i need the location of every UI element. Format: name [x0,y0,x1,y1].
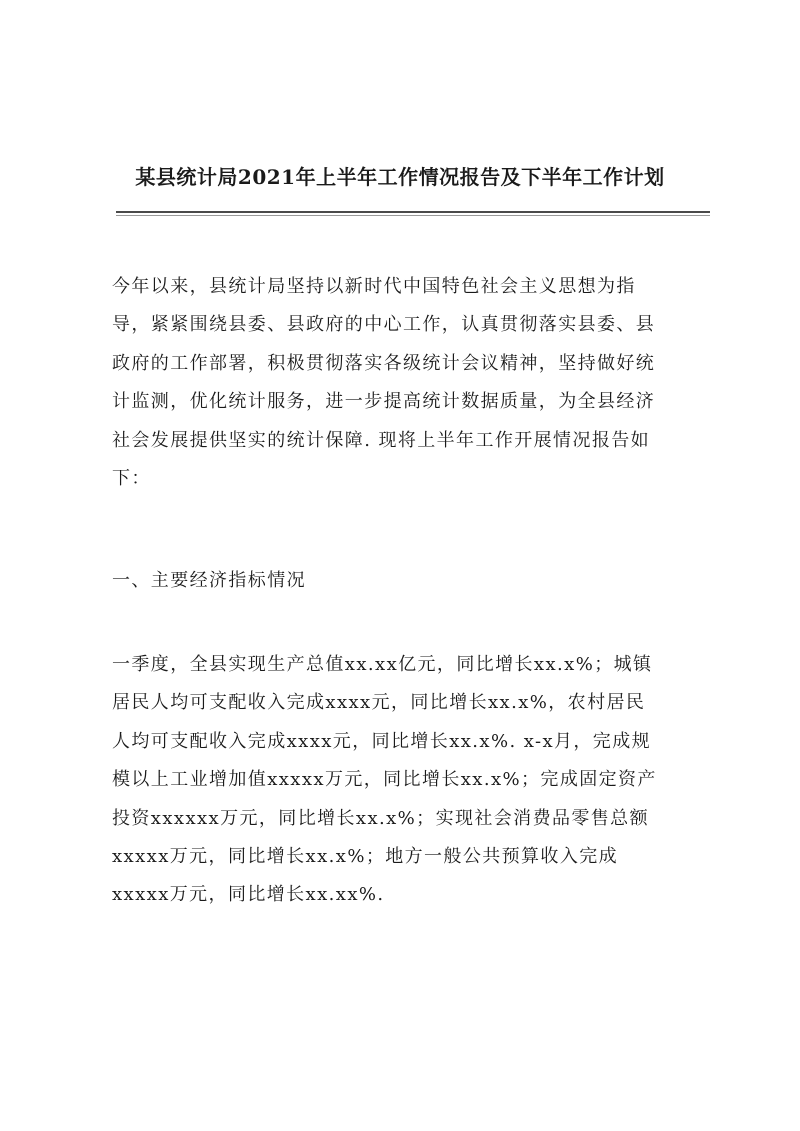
indicators-paragraph [112,646,712,915]
indicators-line: 一季度，全县实现生产总值xx.xx亿元，同比增长xx.x%；城镇 [112,654,653,675]
indicators-line: 人均可支配收入完成xxxx元，同比增长xx.x%. x-x月，完成规 [112,730,651,752]
indicators-line: 居民人均可支配收入完成xxxx元，同比增长xx.x%，农村居民 [112,692,646,714]
intro-line: 导，紧紧围绕县委、县政府的中心工作，认真贯彻落实县委、县 [112,314,656,336]
indicators-line: xxxxx万元，同比增长xx.xx%. [112,884,385,906]
title-underline [116,211,710,213]
intro-line: 计监测，优化统计服务，进一步提高统计数据质量，为全县经济 [112,391,656,413]
intro-line: 今年以来，县统计局坚持以新时代中国特色社会主义思想为指 [112,276,636,297]
document-title: 某县统计局2021年上半年工作情况报告及下半年工作计划 [135,165,665,189]
title-underline-shadow [116,215,710,216]
section-heading: 一、主要经济指标情况 [112,570,306,591]
intro-paragraph [112,268,712,498]
indicators-line: 投资xxxxxx万元，同比增长xx.x%；实现社会消费品零售总额 [112,807,649,829]
indicators-line: 模以上工业增加值xxxxx万元，同比增长xx.x%；完成固定资产 [112,769,657,791]
intro-line: 社会发展提供坚实的统计保障. 现将上半年工作开展情况报告如 [112,429,651,451]
intro-line: 下： [112,468,151,490]
indicators-line: xxxxx万元，同比增长xx.x%；地方一般公共预算收入完成 [112,846,619,868]
intro-line: 政府的工作部署，积极贯彻落实各级统计会议精神，坚持做好统 [112,352,656,374]
